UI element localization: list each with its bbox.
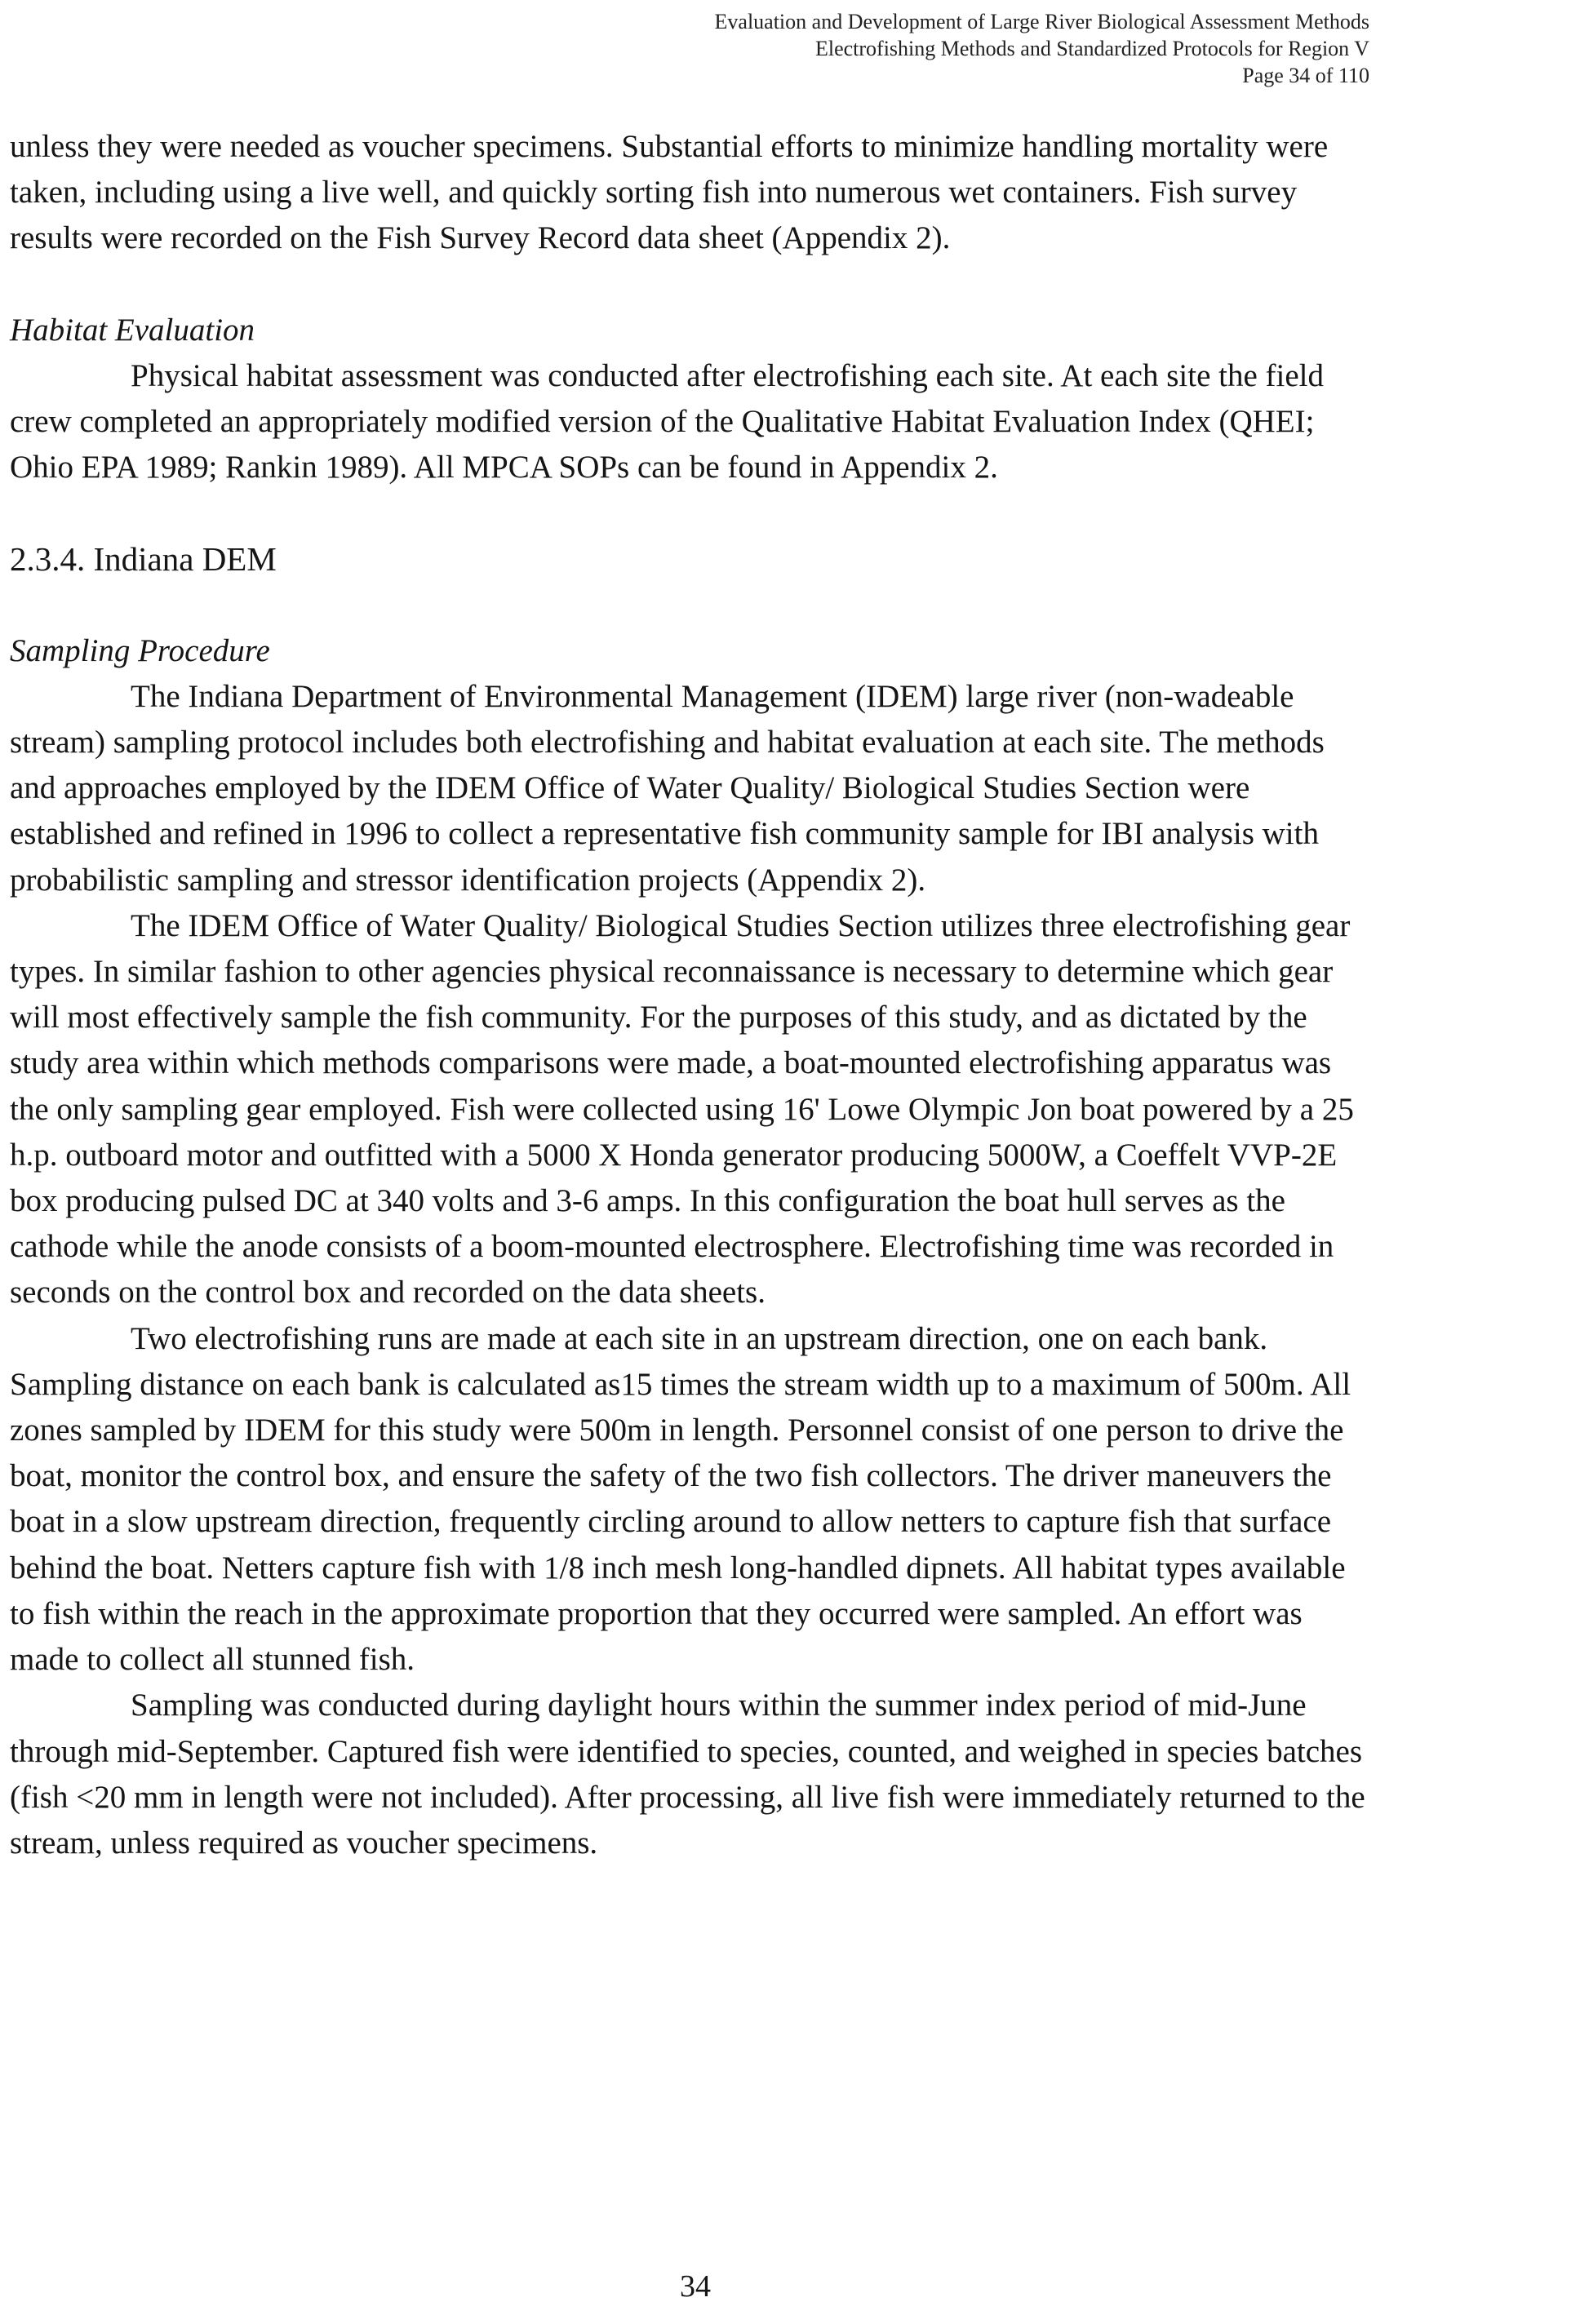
section-heading-indiana-dem: 2.3.4. Indiana DEM (10, 540, 277, 579)
paragraph-intro: unless they were needed as voucher specimens. Substantial efforts to minimize handling mortality were taken, including using a live well, and quickly sorting fish into numerous wet containers. Fish survey results were recorded on the Fish Survey Record data sheet (Appendix 2). (10, 129, 1329, 256)
header-report-title: Evaluation and Development of Large River Biological Assessment Methods (714, 10, 1369, 33)
paragraph-sampling-4: Sampling was conducted during daylight hours within the summer index period of mid-June through mid-September. Captured fish were identified to species, counted, and weighed in species batches (fish <20 mm in length were not included). After processing, all live fish were immediately returned to the stream, unless required as voucher specimens. (10, 1688, 1365, 1861)
paragraph-habitat: Physical habitat assessment was conducted after electrofishing each site. At each site the field crew completed an appropriately modified version of the Qualitative Habitat Evaluation Index (QHEI; Ohio EPA 1989; Rankin 1989). All MPCA SOPs can be found in Appendix 2. (10, 357, 1325, 486)
running-header (472, 8, 1369, 89)
paragraph-sampling-3: Two electrofishing runs are made at each site in an upstream direction, one on each bank. Sampling distance on each bank is calculated as15 times the stream width up to a maximum of 500m. All zones sampled by IDEM for this study were 500m in length. Personnel consist of one person to drive the boat, monitor the control box, and ensure the safety of the two fish collectors. The driver maneuvers the boat in a slow upstream direction, frequently circling around to allow netters to capture fish that surface behind the boat. Netters capture fish with 1/8 inch mesh long-handled dipnets. All habitat types available to fish within the reach in the approximate proportion that they occurred were sampled. An effort was made to collect all stunned fish. (10, 1320, 1351, 1678)
header-report-subtitle: Electrofishing Methods and Standardized Protocols for Region V (814, 37, 1369, 60)
heading-sampling-procedure: Sampling Procedure (10, 632, 270, 668)
paragraph-sampling-2: The IDEM Office of Water Quality/ Biological Studies Section utilizes three electrofishing gear types. In similar fashion to other agencies physical reconnaissance is necessary to determine which gear will most effectively sample the fish community. For the purposes of this study, and as dictated by the study area within which methods comparisons were made, a boat-mounted electrofishing apparatus was the only sampling gear employed. Fish were collected using 16' Lowe Olympic Jon boat powered by a 25 h.p. outboard motor and outfitted with a 5000 X Honda generator producing 5000W, a Coeffelt VVP-2E box producing pulsed DC at 340 volts and 3-6 amps. In this configuration the boat hull serves as the cathode while the anode consists of a boom-mounted electrosphere. Electrofishing time was recorded in seconds on the control box and recorded on the data sheets. (10, 907, 1354, 1311)
header-page-count: Page 34 of 110 (1242, 64, 1369, 87)
document-body (10, 124, 1374, 1866)
paragraph-sampling-1: The Indiana Department of Environmental Management (IDEM) large river (non-wadeable stream) sampling protocol includes both electrofishing and habitat evaluation at each site. The methods and approaches employed by the IDEM Office of Water Quality/ Biological Studies Section were established and refined in 1996 to collect a representative fish community sample for IBI analysis with probabilistic sampling and stressor identification projects (Appendix 2). (10, 678, 1325, 898)
heading-habitat-evaluation: Habitat Evaluation (10, 312, 255, 348)
page-number: 34 (680, 2269, 711, 2304)
